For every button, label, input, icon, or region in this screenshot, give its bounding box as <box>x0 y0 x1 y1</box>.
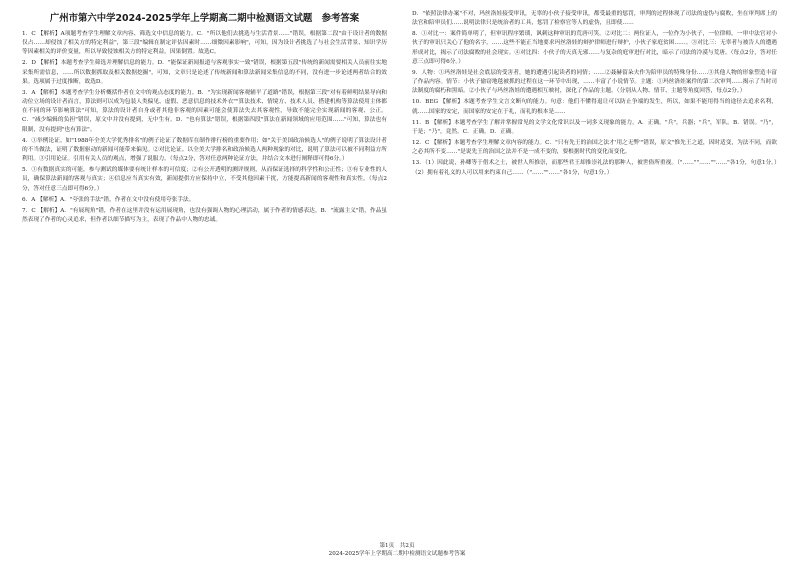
answer-paragraph: 11．B 【解析】本题考查学生了解并掌握常见的文学文化常识以及一词多义现象的能力。A．正确。"兵"，兵器；"兵"，军队。B．错误。"乃"，于是；"乃"，竟然。C．正确。D．正确。 <box>412 119 777 135</box>
document-title: 广州市第六中学2024-2025学年上学期高二期中检测语文试题 参考答案 <box>49 13 360 24</box>
answer-paragraph: D．"依照法律办案"不对，玛丝洛娃接受审讯，无辜的小伙子接受审讯，都受最重的惩罚，审判的过程体现了司法的虚伪与腐败，坐在审判席上的法官和陪审员们……说明法律只是统治者的工具，惩罚了检察官等人的虚伪，且即使…… <box>412 11 777 27</box>
page-number: 第1页 共2页 <box>379 543 415 549</box>
left-paragraphs <box>22 30 387 225</box>
left-column <box>22 10 387 538</box>
right-paragraphs <box>412 10 777 178</box>
answer-paragraph: 13．（1）因此说，孙卿等于借术之士，被世人所推崇，而那些君王却推崇礼法的那种人，被世俗所重视。（"……""……""……"各1分，句意1分。）（2）拥有着礼义的人可以用来约束自己……（"……""……"各1分，句意1分。） <box>412 160 777 176</box>
answer-paragraph: 12．C 【解析】本题考查学生理解文章内容的能力。C．"只有先王的治国之法才'用之无弊'"错误，原文"惟先王之道，因时适变，为法不同，而欲之必其所不变……"是说先王的治国之法并不是一成不变的，要根据时代的变化而变化。 <box>412 140 777 156</box>
answer-paragraph: 4．①举例论证。如"1988年全美大学优秀排名"的例子论证了数据库在制作排行榜的重要作用；如"关于美国政治候选人"的例子说明了算法设计者的不当做法，证明了数据驱动的新闻可能带来偏见。②对比论证。以全美大学排名和政治候选人两种现象的对比，说明了算法可以被不同利益方所利用。③引用论证。引用有关人员的观点，增强了说服力。（每点2分，答对任意两种论证方法，并结合文本进行阐释即可得6分。） <box>22 137 387 163</box>
answer-paragraph: 8．①对比一：案件简单明了，但审讯程序繁琐，讽刺这种审讯的荒唐可笑。②对比二：两位证人，一位作为小伙子，一位律师。一审中法官对小伙子的审讯只关心了他的名字，……这些不能正当地要求玛丝洛娃的辩护律师进行辩护，小伙子家庭贫困……。③对比三：无辜者与被告人的遭遇形成对比，揭示了司法腐败的社会现实。④对比四：小伙子的天真无邪……与复杂的庭审进行对比，暗示了司法的冷漠与荒唐。（每点2分，答对任意三点即可得6分。） <box>412 31 777 65</box>
answer-paragraph: 6．A 【解析】A．"夸张的手法"错，作者在文中没有使用夸张手法。 <box>22 196 195 203</box>
answer-paragraph: 9．人物：①玛丝洛娃是社会底层的受害者，她的遭遇引起读者的同情；……②聂赫留朵夫作为陪审员的特殊身份……③其他人物的形象塑造丰富了作品内容。情节：小伙子偷窃地毯被抓的过程在这一环节中出现，……丰富了小说情节。主题：①玛丝洛娃案件的第二次审判……揭示了当时司法制度的腐朽和黑暗。②小伙子与玛丝洛娃的遭遇相互映衬，深化了作品的主题。（分别从人物、情节、主题等角度回答，每点2分。） <box>412 69 777 95</box>
answer-paragraph: 10．BEG 【解析】本题考查学生文言文断句的能力。句意：他们不懂得退让可以防止争端的发生，所以，如果不能用得当的途径去追求名利，就……国家的安定，而国家的安定在于礼，而礼的根本是…… <box>412 99 777 115</box>
answer-paragraph: 2．D 【解析】本题考查学生筛选并理解信息的能力。D．"能保证新闻报道与客观事实一致"错误，根据第五段"传统的新闻需要相关人员前往实地采集所需信息，……所以数据抓取及相关数据挖掘"，可知，文章只是论述了传统新闻和算法新闻采集信息的不同，没有进一步论述两者结合的效果。选项属于过度推断，故选D。 <box>22 60 387 85</box>
answer-paragraph: 1．C 【解析】A项题考查学生理解文章内容、筛选文中信息的能力。C．"所以他们去挑选与生活背景……"错误，根据第二段"由于设计者的数据仅占……却侵蚀了相关方的特定利益"，第三段"编辑在制定评估因素时……细微因素影响"，可知，因为设计者挑选了与社会生活背景、知识学历等因素相关的评价变量，所以导致侵蚀相关方的特定利益。因果倒置。故选C。 <box>22 31 387 56</box>
answer-paragraph: 3．A 【解析】本题考查学生分析概括作者在文中的观点态度的能力。B．"为实现新闻客观辅平了道路"错误，根据第三段"对有着鲜明结果导向和动位立场的设计者而言，算法则可以成为包装人类偏见、虚假、恶意信息的技术外衣""算法技术、情境方、技术人员、搭建机构等算法使用主体都在不同的环节影响算法"可知，算法的设计者自身或者其他非客观的因素可能会使算法失去其客观性，导致不能完全实现新闻的客观、公正。C．"减少编辑的负担"错误，原文中并没有提到，无中生有。D．"也有算法"错误，根据第四段"算法在新闻领域的应用范围……"可知，算法也有限制，没有提到"也有算法"。 <box>22 89 387 133</box>
answer-paragraph: 5．①有数据真实的可能，参与测试的媒体要有统计样本的可信度；②有公开透明的测评规则，从而保证选择的科学性和公正性；③有专业性的人员，确保算法新闻的客观与真实；④信息应当真实有效，新闻提供方应保持中立，不受其他因素干扰，方能提高新闻的客观性和真实性。（每点2分，答对任意三点即可得6分。） <box>22 167 387 192</box>
answer-paragraph: 7．C 【解析】A．"有展现角"错，作者在这里并没有运用展现角，也没有强调人物的心理活动，属于作者的情感表达。B．"流露主义"错，作品虽然表现了作者的心灵追求，但作者以细节描写为主，表现了作品中人物的忠诚。 <box>22 207 387 223</box>
right-column <box>412 10 777 538</box>
footer-caption: 2024-2025学年上学期高二期中检测语文试题参考答案 <box>328 551 466 557</box>
